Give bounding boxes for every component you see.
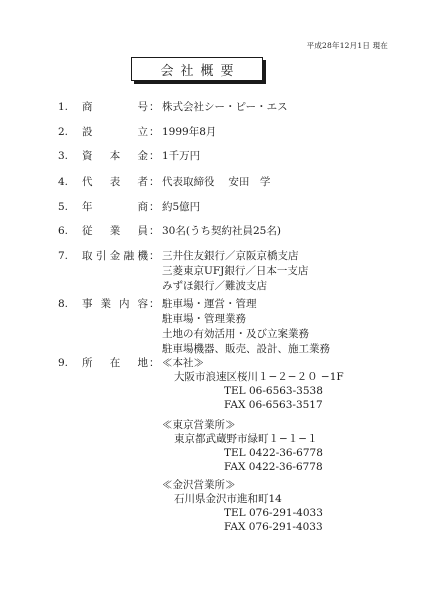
row-label: 商 号	[82, 101, 148, 113]
row-number: 5.	[58, 201, 69, 213]
row-value: 駐車場・運営・管理 駐車場・管理業務 土地の有効活用・及び立案業務 駐車場機器、販売、設計、施工業務	[162, 298, 330, 355]
office-name: ≪金沢営業所≫	[162, 479, 236, 491]
row-label: 資 本 金	[82, 150, 148, 162]
row-value: 約5億円	[162, 201, 201, 213]
row-number: 4.	[58, 176, 69, 188]
row-label: 従 業 員	[82, 225, 148, 237]
office-name: ≪本社≫	[162, 357, 204, 369]
office-fax: FAX 0422-36-6778	[224, 461, 323, 473]
row-label: 代 表 者	[82, 176, 148, 188]
row-colon: ：	[149, 201, 160, 213]
row-number: 3.	[58, 150, 69, 162]
office-tel: TEL 0422-36-6778	[224, 447, 323, 459]
row-colon: ：	[149, 250, 160, 262]
row-colon: ：	[149, 298, 160, 310]
row-number: 7.	[58, 250, 69, 262]
document-date: 平成28年12月1日 現在	[306, 41, 388, 50]
row-number: 9.	[58, 357, 69, 369]
row-label: 設 立	[82, 126, 148, 138]
row-number: 6.	[58, 225, 69, 237]
row-label: 事 業 内 容	[82, 298, 148, 310]
office-address: 大阪市浪速区桜川１−２−２０ −1F	[174, 371, 344, 383]
office-tel: TEL 06-6563-3538	[224, 385, 323, 397]
office-fax: FAX 06-6563-3517	[224, 399, 323, 411]
row-colon: ：	[149, 150, 160, 162]
row-colon: ：	[149, 126, 160, 138]
row-colon: ：	[149, 101, 160, 113]
row-number: 2.	[58, 126, 69, 138]
page-title: 会社概要	[131, 57, 263, 81]
row-value: 1999年8月	[162, 126, 217, 138]
row-number: 8.	[58, 298, 69, 310]
row-value: 株式会社シー・ピー・エス	[162, 101, 288, 113]
row-colon: ：	[149, 357, 160, 369]
office-tel: TEL 076-291-4033	[224, 507, 323, 519]
row-value: 1千万円	[162, 150, 201, 162]
row-label: 取 引 金 融 機	[82, 250, 148, 262]
row-label: 所 在 地	[82, 357, 148, 369]
row-label: 年 商	[82, 201, 148, 213]
row-colon: ：	[149, 176, 160, 188]
row-value: 代表取締役 安田 学	[162, 176, 271, 188]
row-value: 30名(うち契約社員25名)	[162, 225, 281, 237]
office-address: 東京都武蔵野市緑町１−１−１	[174, 433, 318, 445]
row-value: 三井住友銀行／京阪京橋支店 三菱東京UFJ銀行／日本一支店 みずほ銀行／難波支店	[162, 250, 309, 292]
row-colon: ：	[149, 225, 160, 237]
office-name: ≪東京営業所≫	[162, 419, 236, 431]
row-number: 1.	[58, 101, 69, 113]
office-fax: FAX 076-291-4033	[224, 521, 323, 533]
office-address: 石川県金沢市進和町14	[174, 493, 282, 505]
